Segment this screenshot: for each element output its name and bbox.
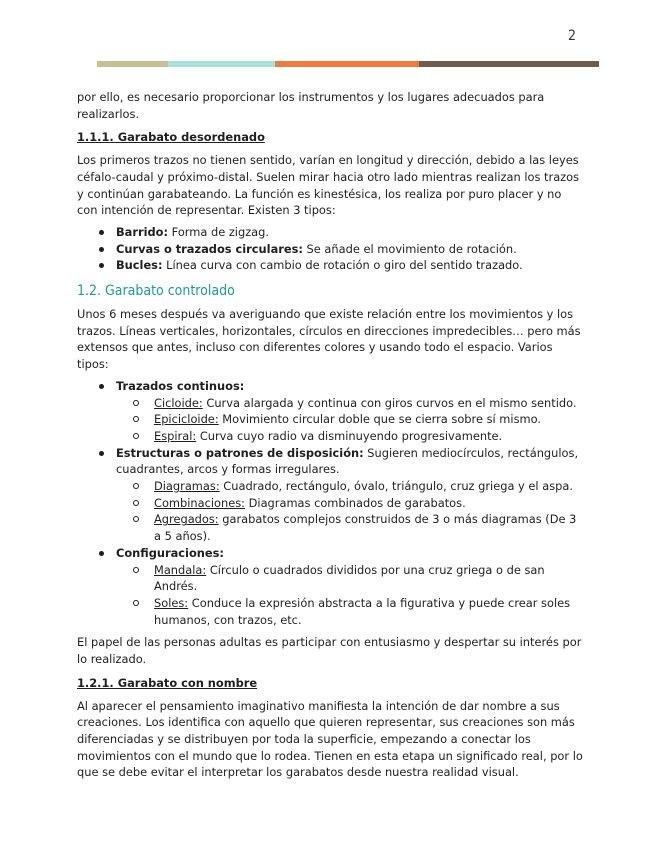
heading-garabato-con-nombre: 1.2.1. Garabato con nombre — [77, 675, 258, 690]
list-item: Bucles: Línea curva con cambio de rotación o giro del sentido trazado. — [77, 257, 583, 274]
paragraph-con-nombre: Al aparecer el pensamiento imaginativo manifiesta la intención de dar nombre a sus creaciones. Los identifica con aquello que quieren representar, sus creaciones son más diferenciadas y se distribuyen por toda la superficie, empezando a conectar los movimientos con el mundo que lo rodea. Tienen en esta etapa un significado real, por lo que se debe evitar el interpretar los garabatos desde nuestra realidad visual. — [77, 698, 583, 780]
sublist-item: Agregados: garabatos complejos construidos de 3 o más diagramas (De 3 a 5 años). — [116, 511, 583, 544]
list-item: Curvas o trazados circulares: Se añade el movimiento de rotación. — [77, 241, 583, 258]
sublist — [116, 395, 583, 445]
list-desordenado-types — [77, 224, 583, 274]
intro-paragraph: por ello, es necesario proporcionar los instrumentos y los lugares adecuados para realizarlos. — [77, 90, 545, 121]
page-number: 2 — [568, 28, 577, 44]
sublist — [116, 562, 583, 629]
paragraph-adult-role: El papel de las personas adultas es participar con entusiasmo y despertar su interés por lo realizado. — [77, 635, 582, 667]
color-bar-segment — [419, 61, 599, 67]
heading-garabato-controlado: 1.2. Garabato controlado — [77, 283, 235, 300]
heading-garabato-desordenado: 1.1.1. Garabato desordenado — [77, 130, 265, 145]
list-item: Barrido: Forma de zigzag. — [77, 224, 583, 241]
sublist-item: Soles: Conduce la expresión abstracta a la figurativa y puede crear soles humanos, con trazos, etc. — [116, 595, 583, 628]
sublist — [116, 478, 583, 545]
sublist-item: Epicicloide: Movimiento circular doble que se cierra sobre sí mismo. — [116, 411, 583, 428]
sublist-item: Diagramas: Cuadrado, rectángulo, óvalo, triángulo, cruz griega y el aspa. — [116, 478, 583, 495]
document-body — [77, 89, 583, 781]
color-bar-segment — [97, 61, 168, 67]
sublist-item: Combinaciones: Diagramas combinados de garabatos. — [116, 495, 583, 512]
header-color-bar — [97, 61, 599, 67]
list-item: Configuraciones: Mandala: Círculo o cuadrados divididos por una cruz griega o de san Andrés. Soles: Conduce la expresión abstracta a la figurativa y puede crear soles humanos, con trazos, etc. — [77, 545, 583, 629]
list-item: Estructuras o patrones de disposición: Sugieren mediocírculos, rectángulos, cuadrantes, arcos y formas irregulares. Diagramas: Cuadrado, rectángulo, óvalo, triángulo, cruz griega y el aspa. Combinaciones: Diagramas combinados de garabatos. Agregados: garabatos complejos construidos de 3 o más diagramas (De 3 a 5 años). — [77, 445, 583, 545]
sublist-item: Espiral: Curva cuyo radio va disminuyendo progresivamente. — [116, 428, 583, 445]
paragraph-desordenado: Los primeros trazos no tienen sentido, varían en longitud y dirección, debido a las leyes céfalo-caudal y próximo-distal. Suelen mirar hacia otro lado mientras realizan los trazos y continúan garabateando. La función es kinestésica, los realiza por puro placer y no con intención de representar. Existen 3 tipos: — [77, 153, 580, 218]
sublist-item: Cicloide: Curva alargada y continua con giros curvos en el mismo sentido. — [116, 395, 583, 412]
color-bar-segment — [275, 61, 419, 67]
list-item: Trazados continuos: Cicloide: Curva alargada y continua con giros curvos en el mismo sentido. Epicicloide: Movimiento circular doble que se cierra sobre sí mismo. Espiral: Curva cuyo radio va disminuyendo progresivamente. — [77, 378, 583, 445]
list-controlado-types — [77, 378, 583, 629]
paragraph-controlado: Unos 6 meses después va averiguando que existe relación entre los movimientos y los trazos. Líneas verticales, horizontales, círculos en direcciones impredecibles… pero más extensos que antes, incluso con diferentes colores y usando todo el espacio. Varios tipos: — [77, 307, 581, 372]
sublist-item: Mandala: Círculo o cuadrados divididos por una cruz griega o de san Andrés. — [116, 562, 583, 595]
color-bar-segment — [168, 61, 275, 67]
